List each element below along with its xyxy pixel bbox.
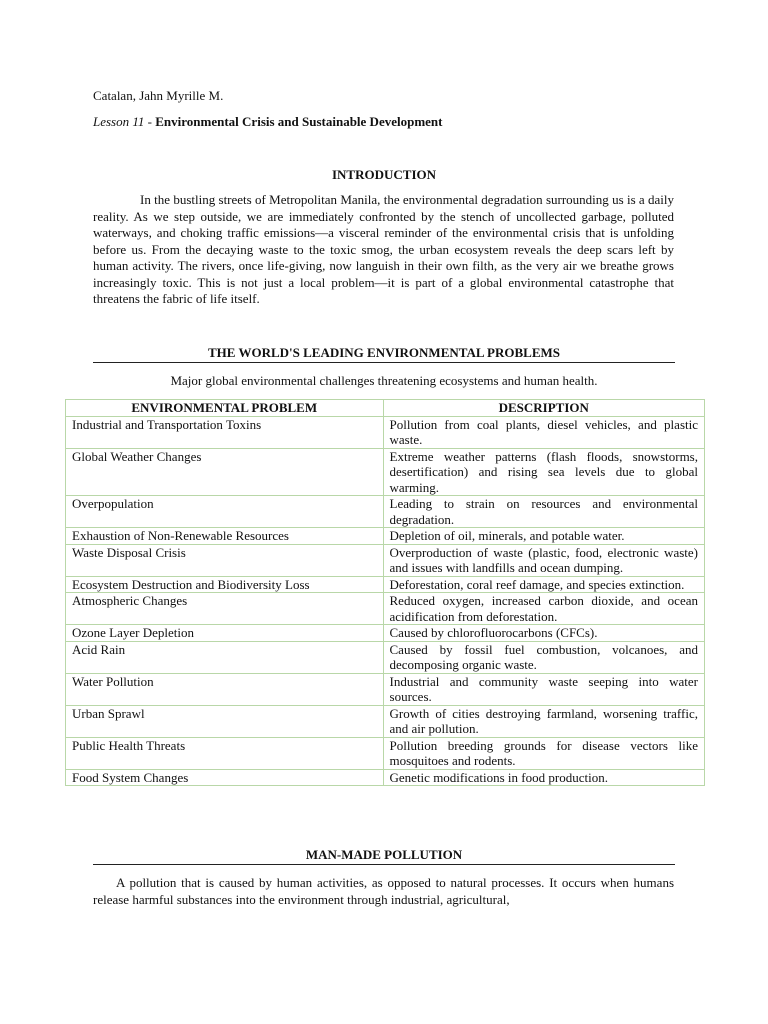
problem-cell: Urban Sprawl [66, 705, 384, 737]
pollution-heading: MAN-MADE POLLUTION [93, 847, 675, 865]
table-row [66, 528, 705, 545]
description-cell: Caused by fossil fuel combustion, volcanoes, and decomposing organic waste. [383, 641, 704, 673]
problem-cell: Exhaustion of Non-Renewable Resources [66, 528, 384, 545]
problem-cell: Global Weather Changes [66, 448, 384, 496]
table-header-row [66, 400, 705, 417]
problem-cell: Acid Rain [66, 641, 384, 673]
description-cell: Pollution breeding grounds for disease vectors like mosquitoes and rodents. [383, 737, 704, 769]
lesson-number: Lesson 11 [93, 114, 145, 129]
problem-cell: Ecosystem Destruction and Biodiversity Loss [66, 576, 384, 593]
problem-cell: Waste Disposal Crisis [66, 544, 384, 576]
description-cell: Reduced oxygen, increased carbon dioxide, and ocean acidification from deforestation. [383, 593, 704, 625]
introduction-heading: INTRODUCTION [331, 167, 436, 182]
table-row [66, 625, 705, 642]
environmental-problems-table [65, 399, 705, 786]
table-row [66, 705, 705, 737]
description-cell: Depletion of oil, minerals, and potable water. [383, 528, 704, 545]
table-row [66, 496, 705, 528]
lesson-separator: - [144, 114, 156, 129]
description-cell: Industrial and community waste seeping into water sources. [383, 673, 704, 705]
table-row [66, 448, 705, 496]
table-row [66, 673, 705, 705]
description-cell: Pollution from coal plants, diesel vehicles, and plastic waste. [383, 416, 704, 448]
problems-table-caption: Major global environmental challenges threatening ecosystems and human health. [170, 373, 598, 388]
table-row [66, 641, 705, 673]
table-row [66, 769, 705, 786]
problems-heading: THE WORLD'S LEADING ENVIRONMENTAL PROBLEMS [93, 345, 675, 363]
introduction-paragraph: In the bustling streets of Metropolitan Manila, the environmental degradation surrounding us is a daily reality. As we step outside, we are immediately confronted by the stench of uncollected garbage, polluted waterways, and choking traffic emissions—a visceral reminder of the environmental crisis that is unfolding before us. From the decaying waste to the toxic smog, the urban ecosystem reveals the deep scars left by human activity. The rivers, once life-giving, now languish in their own filth, as the very air we breathe grows increasingly toxic. This is not just a local problem—it is part of a global environmental catastrophe that threatens the fabric of life itself. [93, 192, 674, 306]
table-row [66, 576, 705, 593]
problem-cell: Atmospheric Changes [66, 593, 384, 625]
lesson-title: Environmental Crisis and Sustainable Development [155, 114, 443, 129]
description-cell: Overproduction of waste (plastic, food, electronic waste) and issues with landfills and ocean dumping. [383, 544, 704, 576]
pollution-paragraph: A pollution that is caused by human activities, as opposed to natural processes. It occurs when humans release harmful substances into the environment through industrial, agricultural, [93, 875, 674, 907]
description-cell: Growth of cities destroying farmland, worsening traffic, and air pollution. [383, 705, 704, 737]
problem-cell: Industrial and Transportation Toxins [66, 416, 384, 448]
author-name: Catalan, Jahn Myrille M. [93, 88, 224, 103]
problem-cell: Ozone Layer Depletion [66, 625, 384, 642]
table-row [66, 593, 705, 625]
problem-cell: Water Pollution [66, 673, 384, 705]
column-header-description: DESCRIPTION [383, 400, 704, 417]
description-cell: Extreme weather patterns (flash floods, snowstorms, desertification) and rising sea levels due to global warming. [383, 448, 704, 496]
problem-cell: Overpopulation [66, 496, 384, 528]
description-cell: Leading to strain on resources and environmental degradation. [383, 496, 704, 528]
description-cell: Deforestation, coral reef damage, and species extinction. [383, 576, 704, 593]
column-header-problem: ENVIRONMENTAL PROBLEM [66, 400, 384, 417]
description-cell: Genetic modifications in food production. [383, 769, 704, 786]
problem-cell: Food System Changes [66, 769, 384, 786]
lesson-line [93, 114, 443, 130]
table-row [66, 544, 705, 576]
table-row [66, 416, 705, 448]
description-cell: Caused by chlorofluorocarbons (CFCs). [383, 625, 704, 642]
table-row [66, 737, 705, 769]
problem-cell: Public Health Threats [66, 737, 384, 769]
